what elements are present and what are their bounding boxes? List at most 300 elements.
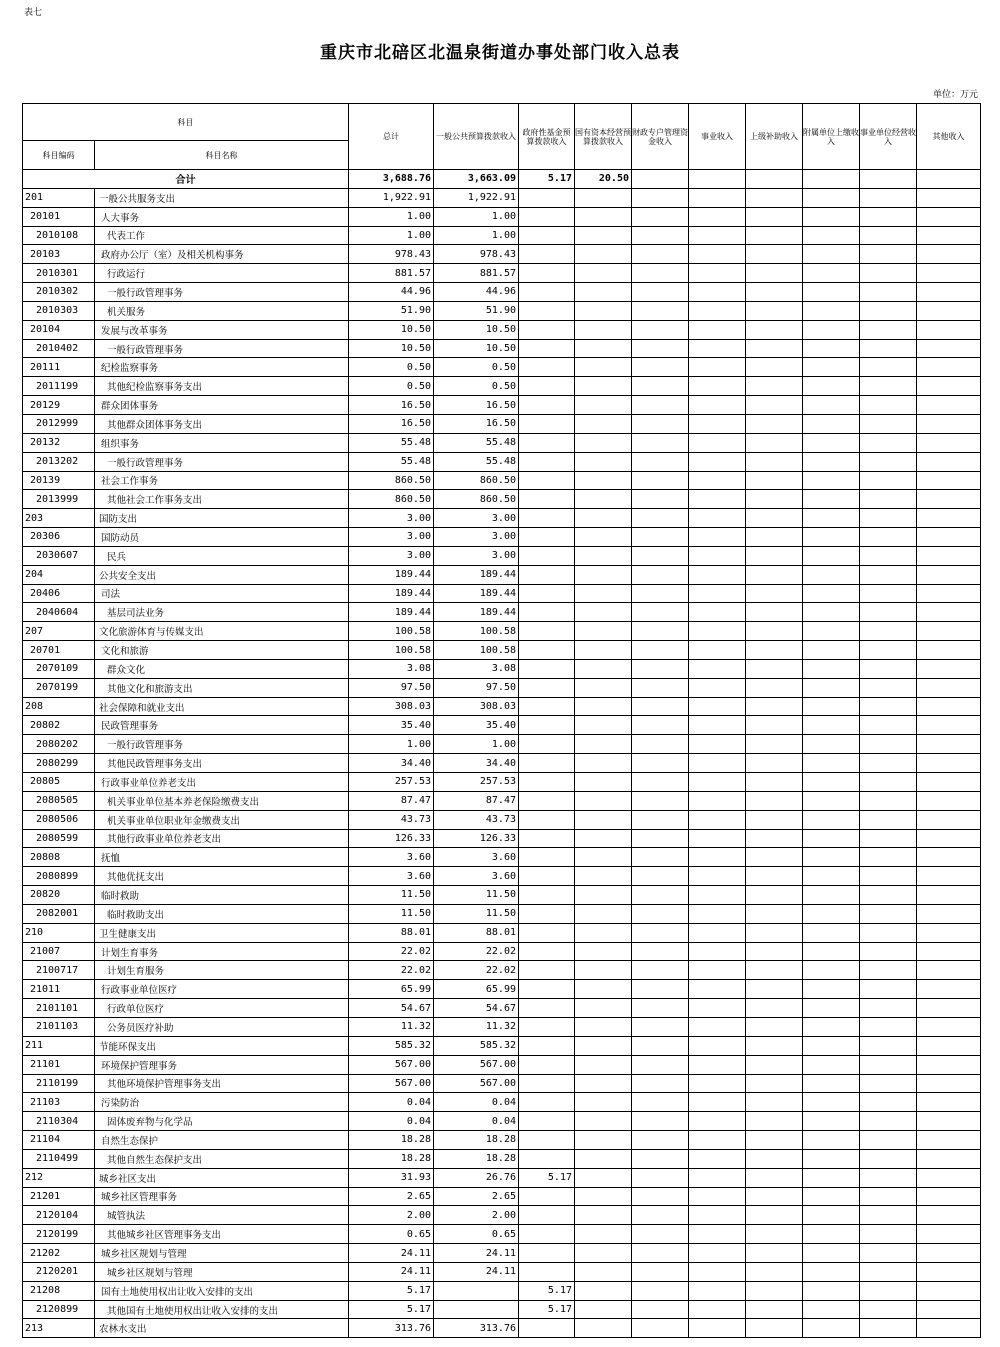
row-total: 51.90 [349,301,434,320]
table-row [23,1319,981,1338]
table-row [23,754,981,773]
empty-cell [917,1187,981,1206]
empty-cell [746,283,803,302]
empty-cell [860,1319,917,1338]
row-name: 抚恤 [95,848,349,867]
row-name: 民政管理事务 [95,716,349,735]
empty-cell [575,358,632,377]
total-general: 3,663.09 [434,170,519,189]
empty-cell [746,1017,803,1036]
empty-cell [803,584,860,603]
empty-cell [689,1093,746,1112]
empty-cell [746,301,803,320]
row-name: 文化和旅游 [95,641,349,660]
empty-cell [632,1131,689,1150]
total-label: 合计 [23,170,349,189]
empty-cell [746,886,803,905]
row-name: 行政运行 [95,264,349,283]
row-total: 5.17 [349,1281,434,1300]
empty-cell [632,1112,689,1131]
empty-cell [917,1244,981,1263]
empty-cell [689,980,746,999]
empty-cell [575,207,632,226]
empty-cell [917,471,981,490]
empty-cell [860,1262,917,1281]
empty-cell [746,1206,803,1225]
empty-cell [632,773,689,792]
row-code: 20104 [23,320,95,339]
empty-cell [575,471,632,490]
table-row [23,1206,981,1225]
empty-cell [689,942,746,961]
table-row [23,641,981,660]
empty-cell [746,1168,803,1187]
empty-cell [860,603,917,622]
table-row [23,414,981,433]
row-code: 2080299 [23,754,95,773]
empty-cell [860,414,917,433]
row-total: 3.00 [349,546,434,565]
empty-cell [689,754,746,773]
table-row [23,1074,981,1093]
empty-cell [860,301,917,320]
row-name: 一般行政管理事务 [95,735,349,754]
empty-cell [632,584,689,603]
empty-cell [632,942,689,961]
empty-cell [803,848,860,867]
empty-cell [632,1168,689,1187]
empty-cell [860,546,917,565]
row-fund [519,1187,575,1206]
empty-cell [860,1149,917,1168]
header-state-capital: 国有资本经营预算拨款收入 [575,104,632,170]
empty-cell [632,433,689,452]
row-fund: 5.17 [519,1281,575,1300]
row-total: 881.57 [349,264,434,283]
row-name: 国防支出 [95,509,349,528]
empty-cell [746,1262,803,1281]
empty-cell [575,980,632,999]
row-total: 3.08 [349,659,434,678]
empty-cell [632,716,689,735]
empty-cell [860,735,917,754]
empty-cell [689,414,746,433]
table-row [23,829,981,848]
row-code: 212 [23,1168,95,1187]
row-fund [519,377,575,396]
empty-cell [689,1074,746,1093]
row-total: 189.44 [349,603,434,622]
table-row [23,848,981,867]
row-general: 100.58 [434,641,519,660]
row-general: 65.99 [434,980,519,999]
empty-cell [689,603,746,622]
empty-cell [860,528,917,547]
empty-cell [860,1244,917,1263]
header-special-account: 财政专户管理资金收入 [632,104,689,170]
row-name: 机关事业单位基本养老保险缴费支出 [95,791,349,810]
empty-cell [689,433,746,452]
row-general: 11.50 [434,886,519,905]
empty-cell [917,810,981,829]
empty-cell [860,886,917,905]
table-row [23,697,981,716]
empty-cell [860,358,917,377]
table-row [23,584,981,603]
row-code: 2030607 [23,546,95,565]
row-fund [519,433,575,452]
row-name: 一般公共服务支出 [95,188,349,207]
row-general: 0.50 [434,358,519,377]
table-row [23,659,981,678]
empty-cell [575,1262,632,1281]
row-general: 16.50 [434,414,519,433]
total-total: 3,688.76 [349,170,434,189]
empty-cell [917,848,981,867]
row-total: 44.96 [349,283,434,302]
empty-cell [632,565,689,584]
row-fund [519,584,575,603]
income-summary-table [22,103,981,1338]
empty-cell [632,358,689,377]
row-total: 10.50 [349,320,434,339]
empty-cell [803,1093,860,1112]
empty-cell [917,207,981,226]
row-code: 20808 [23,848,95,867]
empty-cell [860,264,917,283]
empty-cell [632,546,689,565]
empty-cell [746,999,803,1018]
row-total: 10.50 [349,339,434,358]
empty-cell [917,697,981,716]
empty-cell [746,829,803,848]
row-fund [519,1112,575,1131]
table-row [23,283,981,302]
row-general: 97.50 [434,678,519,697]
table-row [23,1149,981,1168]
row-total: 100.58 [349,622,434,641]
row-name: 城乡社区管理事务 [95,1187,349,1206]
row-fund [519,716,575,735]
row-code: 204 [23,565,95,584]
empty-cell [746,414,803,433]
row-general: 860.50 [434,471,519,490]
empty-cell [575,565,632,584]
total-row [23,170,981,189]
empty-cell [689,1262,746,1281]
row-code: 2080599 [23,829,95,848]
row-name: 节能环保支出 [95,1036,349,1055]
empty-cell [803,452,860,471]
empty-cell [689,904,746,923]
row-general: 860.50 [434,490,519,509]
row-total: 11.50 [349,886,434,905]
row-name: 环境保护管理事务 [95,1055,349,1074]
row-fund [519,1244,575,1263]
empty-cell [689,565,746,584]
row-general: 24.11 [434,1244,519,1263]
empty-cell [575,659,632,678]
table-row [23,942,981,961]
empty-cell [575,942,632,961]
row-general: 3.00 [434,546,519,565]
empty-cell [860,1036,917,1055]
empty-cell [632,1319,689,1338]
empty-cell [689,207,746,226]
empty-cell [746,490,803,509]
empty-cell [689,961,746,980]
unit-label: 单位：万元 [932,90,978,100]
empty-cell [575,1093,632,1112]
empty-cell [575,584,632,603]
row-total: 100.58 [349,641,434,660]
empty-cell [860,245,917,264]
empty-cell [689,886,746,905]
empty-cell [689,848,746,867]
row-fund [519,829,575,848]
row-fund [519,791,575,810]
empty-cell [860,716,917,735]
empty-cell [632,829,689,848]
row-general: 3.60 [434,848,519,867]
empty-cell [575,509,632,528]
empty-cell [575,226,632,245]
empty-cell [860,961,917,980]
empty-cell [860,490,917,509]
row-total: 11.50 [349,904,434,923]
empty-cell [689,396,746,415]
row-code: 2013999 [23,490,95,509]
row-name: 计划生育事务 [95,942,349,961]
row-code: 2010301 [23,264,95,283]
empty-cell [746,264,803,283]
empty-cell [746,358,803,377]
empty-cell [632,904,689,923]
row-general: 257.53 [434,773,519,792]
table-row [23,396,981,415]
row-general: 55.48 [434,452,519,471]
row-general: 51.90 [434,301,519,320]
empty-cell [860,641,917,660]
row-general: 22.02 [434,961,519,980]
empty-cell [803,829,860,848]
empty-cell [803,810,860,829]
row-code: 20132 [23,433,95,452]
row-general: 313.76 [434,1319,519,1338]
empty-cell [575,1149,632,1168]
row-general: 2.00 [434,1206,519,1225]
row-fund [519,1225,575,1244]
table-row [23,791,981,810]
row-code: 2010303 [23,301,95,320]
row-code: 21011 [23,980,95,999]
row-total: 16.50 [349,414,434,433]
header-operating: 事业单位经营收入 [860,104,917,170]
empty-cell [575,848,632,867]
row-total: 978.43 [349,245,434,264]
empty-cell [689,735,746,754]
empty-cell [575,829,632,848]
empty-cell [689,791,746,810]
empty-cell [860,1093,917,1112]
row-code: 20701 [23,641,95,660]
empty-cell [689,867,746,886]
empty-cell [632,980,689,999]
row-code: 2012999 [23,414,95,433]
empty-cell [632,490,689,509]
table-row [23,678,981,697]
empty-cell [632,735,689,754]
row-name: 公务员医疗补助 [95,1017,349,1036]
row-code: 2120104 [23,1206,95,1225]
row-general: 34.40 [434,754,519,773]
row-general: 35.40 [434,716,519,735]
empty-cell [746,622,803,641]
empty-cell [632,188,689,207]
row-fund [519,339,575,358]
empty-cell [917,829,981,848]
empty-cell [860,697,917,716]
empty-cell [917,1131,981,1150]
row-code: 2080505 [23,791,95,810]
empty-cell [917,678,981,697]
row-total: 3.00 [349,509,434,528]
row-code: 2070199 [23,678,95,697]
empty-cell [575,904,632,923]
empty-cell [575,716,632,735]
row-name: 城管执法 [95,1206,349,1225]
row-general: 1.00 [434,226,519,245]
empty-cell [575,1055,632,1074]
row-total: 35.40 [349,716,434,735]
header-general-budget: 一般公共预算拨款收入 [434,104,519,170]
row-fund [519,1074,575,1093]
empty-cell [632,1055,689,1074]
empty-cell [917,904,981,923]
empty-cell [803,471,860,490]
empty-cell [632,1187,689,1206]
empty-cell [860,810,917,829]
row-fund [519,980,575,999]
row-fund [519,207,575,226]
empty-cell [917,961,981,980]
table-row [23,980,981,999]
empty-cell [917,358,981,377]
row-total: 2.00 [349,1206,434,1225]
empty-cell [803,1244,860,1263]
row-general: 189.44 [434,584,519,603]
empty-cell [803,999,860,1018]
row-fund [519,1055,575,1074]
empty-cell [632,471,689,490]
empty-cell [917,320,981,339]
empty-cell [746,584,803,603]
empty-cell [746,226,803,245]
table-row [23,1281,981,1300]
empty-cell [917,528,981,547]
table-row [23,433,981,452]
empty-cell [632,1074,689,1093]
empty-cell [803,622,860,641]
empty-cell [917,1262,981,1281]
row-general: 3.00 [434,528,519,547]
empty-cell [917,1017,981,1036]
empty-cell [689,1300,746,1319]
empty-cell [917,641,981,660]
empty-cell [917,188,981,207]
empty-cell [803,867,860,886]
empty-cell [575,1300,632,1319]
empty-cell [575,188,632,207]
empty-cell [917,1036,981,1055]
row-code: 21101 [23,1055,95,1074]
empty-cell [689,773,746,792]
row-fund [519,886,575,905]
row-fund: 5.17 [519,1168,575,1187]
row-total: 1.00 [349,735,434,754]
row-total: 22.02 [349,961,434,980]
table-row [23,735,981,754]
empty-cell [632,622,689,641]
total-capital: 20.50 [575,170,632,189]
header-gov-fund: 政府性基金预算拨款收入 [519,104,575,170]
row-name: 国防动员 [95,528,349,547]
empty-cell [689,1112,746,1131]
empty-cell [746,867,803,886]
row-name: 机关事业单位职业年金缴费支出 [95,810,349,829]
empty-cell [803,358,860,377]
empty-cell [803,1187,860,1206]
row-fund [519,848,575,867]
empty-cell [689,264,746,283]
table-row [23,1187,981,1206]
empty-cell [575,245,632,264]
empty-cell [803,546,860,565]
row-name: 其他行政事业单位养老支出 [95,829,349,848]
row-code: 2080899 [23,867,95,886]
row-name: 临时救助 [95,886,349,905]
empty-cell [860,659,917,678]
empty-cell [632,245,689,264]
empty-cell [575,886,632,905]
empty-cell [803,377,860,396]
row-general: 189.44 [434,565,519,584]
empty-cell [746,678,803,697]
header-other: 其他收入 [917,104,981,170]
empty-cell [860,584,917,603]
row-total: 65.99 [349,980,434,999]
row-code: 203 [23,509,95,528]
empty-cell [803,1036,860,1055]
row-fund [519,923,575,942]
empty-cell [632,697,689,716]
row-name: 固体废弃物与化学品 [95,1112,349,1131]
table-row [23,207,981,226]
empty-cell [917,226,981,245]
empty-cell [860,1017,917,1036]
row-general: 44.96 [434,283,519,302]
empty-cell [746,773,803,792]
row-general: 18.28 [434,1131,519,1150]
empty-cell [860,1206,917,1225]
empty-cell [860,565,917,584]
empty-cell [632,1300,689,1319]
header-superior-subsidy: 上级补助收入 [746,104,803,170]
row-total: 24.11 [349,1262,434,1281]
row-code: 2010108 [23,226,95,245]
empty-cell [632,754,689,773]
row-total: 1.00 [349,207,434,226]
